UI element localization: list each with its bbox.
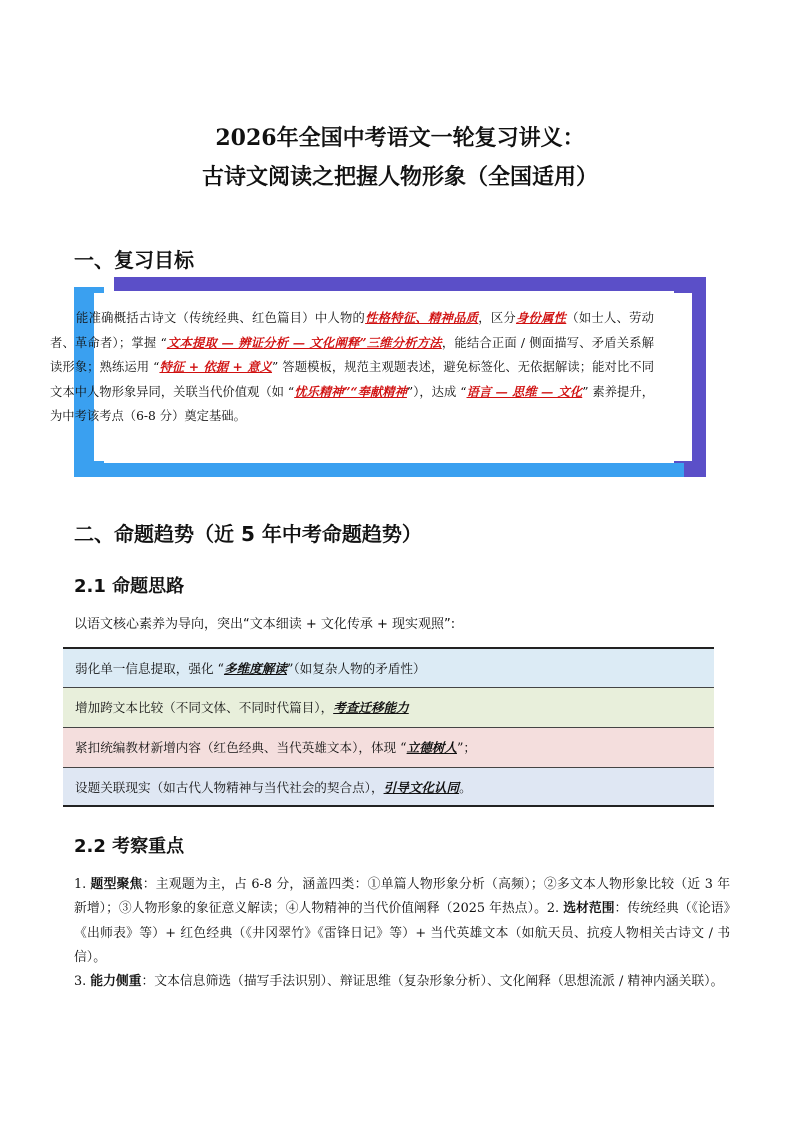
trend-intro: 以语文核心素养为导向，突出“文本细读 + 文化传承 + 现实观照”:	[74, 617, 456, 632]
objective-text-2: ，区分	[478, 311, 516, 325]
trend-row-text: 增加跨文本比较（不同文体、不同时代篇目），	[75, 700, 334, 715]
trend-row-keyword: 考查迁移能力	[333, 700, 409, 715]
focus-text: ：传统经典（《论语》《出师表》等）+ 红色经典（《井冈翠竹》《雷锋日记》等）+ 当代英雄文本（如航天员、抗疫人物相关古诗文 / 书信）。	[74, 901, 731, 965]
section2-heading: 二、命题趋势（近 5 年中考命题趋势）	[74, 522, 422, 546]
exam-focus-paragraph	[74, 873, 730, 994]
trend-row	[63, 727, 714, 767]
objective-paragraph	[50, 306, 654, 429]
trend-row-keyword: 立德树人	[406, 740, 457, 755]
trend-row-keyword: 引导文化认同	[383, 780, 460, 795]
document-title-line2: 古诗文阅读之把握人物形象（全国适用）	[201, 164, 598, 190]
objective-text-5: ” 答题模板，规范主观题表述，避免标签化、无依据解读；能对比不同文本中人物形象异同，关联当代价值观（如 “	[50, 360, 654, 399]
focus-label-material: 选材范围	[563, 901, 615, 917]
trend-row	[63, 767, 714, 807]
trend-table	[63, 647, 714, 807]
section1-heading: 一、复习目标	[74, 248, 194, 272]
trend-row-text: ”（如复杂人物的矛盾性）	[286, 661, 426, 676]
focus-text: ：主观题为主，占 6-8 分，涵盖四类：①单篇人物形象分析（高频）；②多文本人物形象比较（近 3 年新增）；③人物形象的象征意义解读；④人物精神的当代价值阐释（2025 年热点）。2.	[74, 877, 731, 917]
objective-text-6: ”），达成 “	[406, 384, 467, 399]
objective-highlight-1: 性格特征、精神品质	[365, 310, 479, 325]
objective-text-1: 能准确概括古诗文（传统经典、红色篇目）中人物的	[76, 311, 366, 325]
document-title-line1: 2026年全国中考语文一轮复习讲义：	[215, 125, 585, 151]
objective-highlight-3: 文本提取 — 辨证分析 — 文化阐释”三维分析方法	[166, 334, 442, 350]
focus-label-type: 题型聚焦	[90, 877, 143, 892]
trend-row-text: ”；	[456, 740, 477, 755]
objective-highlight-4: 特征 + 依据 + 意义	[159, 359, 273, 374]
objective-highlight-5: 忧乐精神”“奉献精神	[294, 383, 407, 399]
focus-label-ability: 能力侧重	[90, 974, 142, 990]
objective-text-4: ，能结合正面 / 侧面描写、矛盾关系解读形象；熟练运用 “	[50, 335, 654, 374]
trend-row-text: 设题关联现实（如古代人物精神与当代社会的契合点），	[75, 780, 384, 795]
objective-text-3: （如士人、劳动者、革命者）；掌握 “	[50, 311, 654, 350]
trend-row-text: 。	[459, 780, 472, 795]
focus-text: ：文本信息筛选（描写手法识别）、辩证思维（复杂形象分析）、文化阐释（思想流派 / 精神内涵关联）。	[141, 974, 724, 990]
trend-row-text: 弱化单一信息提取，强化 “	[75, 661, 224, 676]
trend-row-text: 紧扣统编教材新增内容（红色经典、当代英雄文本），体现 “	[75, 740, 407, 755]
subsection-2-1-heading: 2.1 命题思路	[74, 576, 185, 597]
objective-highlight-2: 身份属性	[515, 310, 567, 325]
focus-text: 3.	[74, 974, 91, 990]
focus-text: 1.	[74, 877, 91, 892]
objective-text-7: ” 素养提升，为中考该考点（6-8 分）奠定基础。	[50, 384, 654, 423]
trend-row	[63, 647, 714, 687]
subsection-2-2-heading: 2.2 考察重点	[74, 836, 185, 857]
objective-highlight-6: 语言 — 思维 — 文化	[466, 383, 583, 399]
trend-row-keyword: 多维度解读	[223, 661, 287, 676]
trend-row	[63, 687, 714, 727]
